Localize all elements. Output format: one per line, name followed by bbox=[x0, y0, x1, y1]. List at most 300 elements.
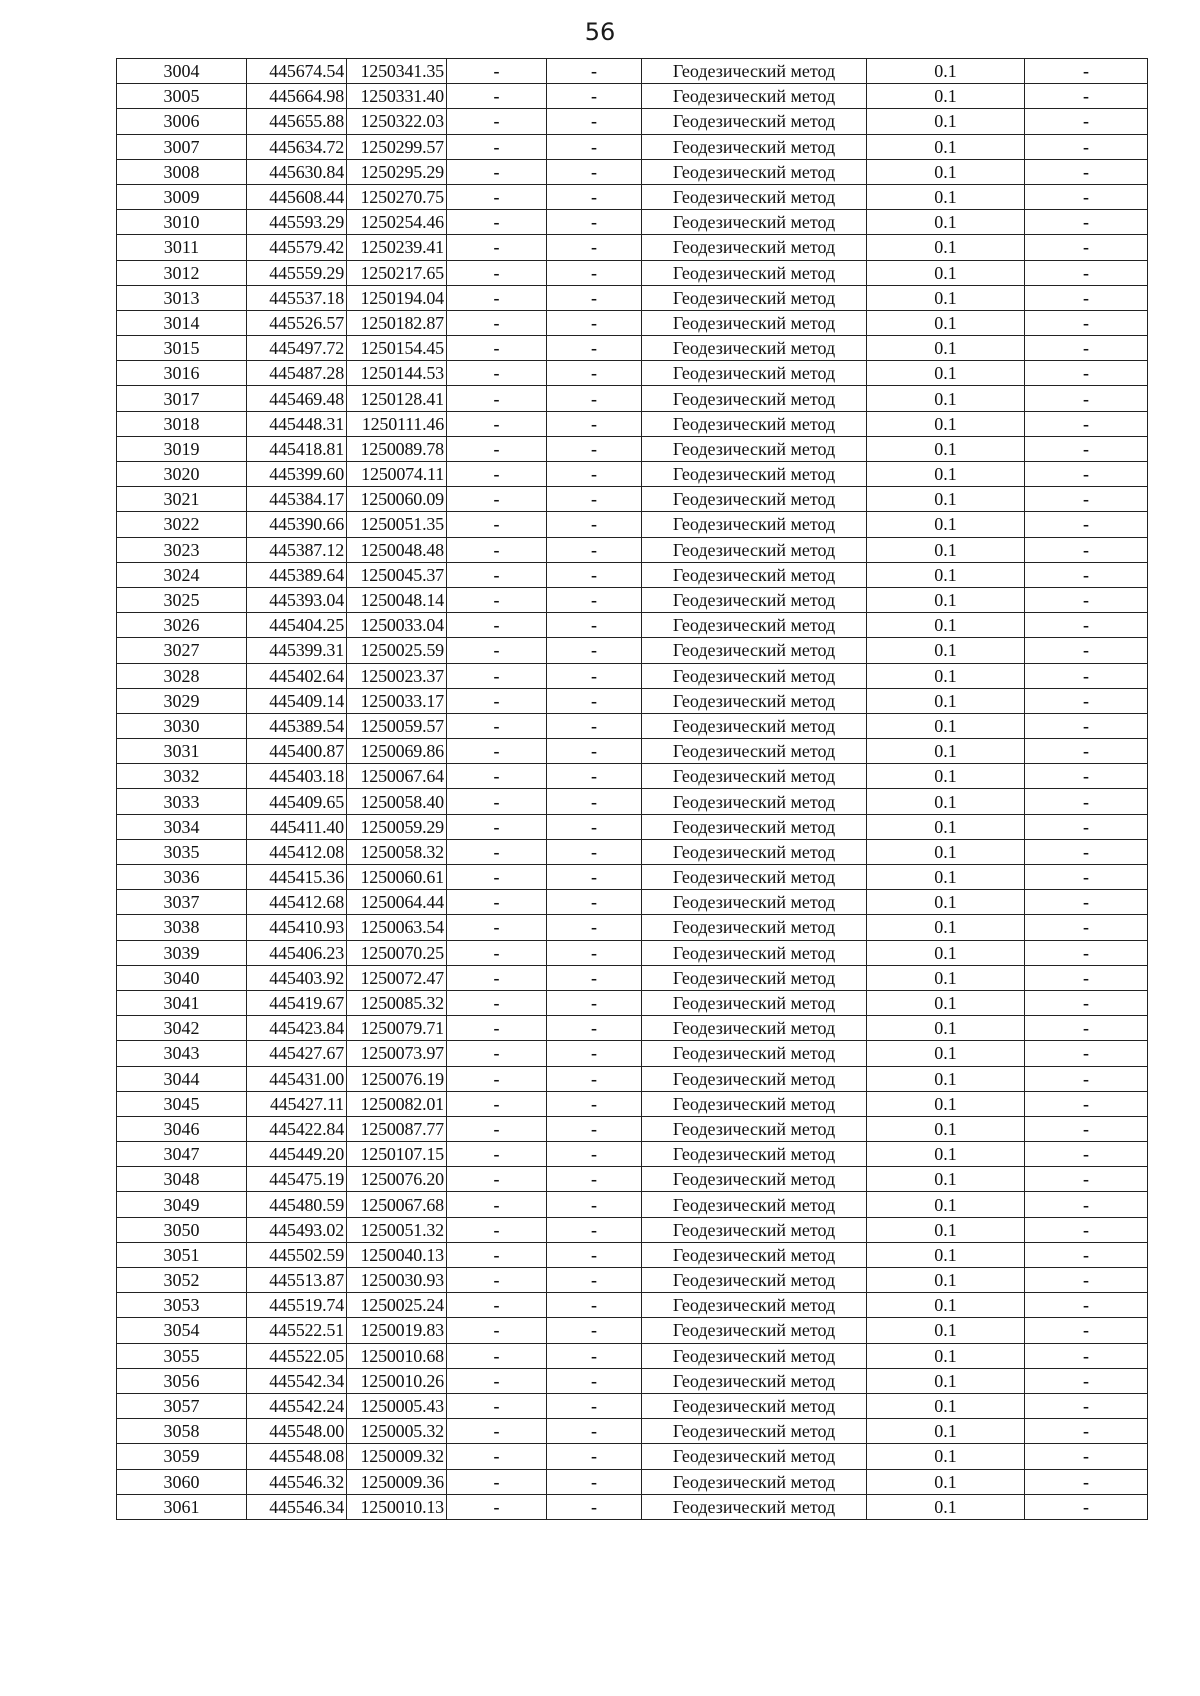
y-coordinate-cell: 1250128.41 bbox=[347, 386, 447, 411]
accuracy-cell: 0.1 bbox=[867, 1041, 1025, 1066]
empty-value-cell: - bbox=[1025, 1192, 1148, 1217]
accuracy-cell: 0.1 bbox=[867, 1444, 1025, 1469]
y-coordinate-cell: 1250051.35 bbox=[347, 512, 447, 537]
method-cell: Геодезический метод bbox=[642, 361, 867, 386]
x-coordinate-cell: 445387.12 bbox=[247, 537, 347, 562]
method-cell: Геодезический метод bbox=[642, 109, 867, 134]
method-cell: Геодезический метод bbox=[642, 789, 867, 814]
empty-value-cell: - bbox=[447, 386, 547, 411]
empty-value-cell: - bbox=[547, 1469, 642, 1494]
y-coordinate-cell: 1250060.61 bbox=[347, 865, 447, 890]
point-number-cell: 3019 bbox=[117, 436, 247, 461]
accuracy-cell: 0.1 bbox=[867, 1167, 1025, 1192]
point-number-cell: 3042 bbox=[117, 1016, 247, 1041]
x-coordinate-cell: 445519.74 bbox=[247, 1293, 347, 1318]
empty-value-cell: - bbox=[1025, 1293, 1148, 1318]
method-cell: Геодезический метод bbox=[642, 1494, 867, 1519]
table-row bbox=[117, 688, 1148, 713]
method-cell: Геодезический метод bbox=[642, 1393, 867, 1418]
empty-value-cell: - bbox=[1025, 260, 1148, 285]
point-number-cell: 3055 bbox=[117, 1343, 247, 1368]
y-coordinate-cell: 1250059.57 bbox=[347, 713, 447, 738]
empty-value-cell: - bbox=[1025, 184, 1148, 209]
y-coordinate-cell: 1250254.46 bbox=[347, 210, 447, 235]
x-coordinate-cell: 445502.59 bbox=[247, 1242, 347, 1267]
accuracy-cell: 0.1 bbox=[867, 336, 1025, 361]
empty-value-cell: - bbox=[547, 1268, 642, 1293]
point-number-cell: 3022 bbox=[117, 512, 247, 537]
y-coordinate-cell: 1250009.32 bbox=[347, 1444, 447, 1469]
table-row bbox=[117, 109, 1148, 134]
empty-value-cell: - bbox=[1025, 411, 1148, 436]
x-coordinate-cell: 445431.00 bbox=[247, 1066, 347, 1091]
y-coordinate-cell: 1250048.14 bbox=[347, 587, 447, 612]
empty-value-cell: - bbox=[547, 310, 642, 335]
empty-value-cell: - bbox=[547, 663, 642, 688]
accuracy-cell: 0.1 bbox=[867, 109, 1025, 134]
accuracy-cell: 0.1 bbox=[867, 814, 1025, 839]
empty-value-cell: - bbox=[1025, 285, 1148, 310]
x-coordinate-cell: 445418.81 bbox=[247, 436, 347, 461]
empty-value-cell: - bbox=[547, 1293, 642, 1318]
method-cell: Геодезический метод bbox=[642, 411, 867, 436]
accuracy-cell: 0.1 bbox=[867, 411, 1025, 436]
empty-value-cell: - bbox=[547, 386, 642, 411]
point-number-cell: 3016 bbox=[117, 361, 247, 386]
method-cell: Геодезический метод bbox=[642, 310, 867, 335]
method-cell: Геодезический метод bbox=[642, 1444, 867, 1469]
point-number-cell: 3032 bbox=[117, 764, 247, 789]
method-cell: Геодезический метод bbox=[642, 1318, 867, 1343]
y-coordinate-cell: 1250069.86 bbox=[347, 739, 447, 764]
empty-value-cell: - bbox=[447, 915, 547, 940]
x-coordinate-cell: 445411.40 bbox=[247, 814, 347, 839]
y-coordinate-cell: 1250107.15 bbox=[347, 1142, 447, 1167]
y-coordinate-cell: 1250019.83 bbox=[347, 1318, 447, 1343]
empty-value-cell: - bbox=[547, 890, 642, 915]
table-row bbox=[117, 1167, 1148, 1192]
empty-value-cell: - bbox=[1025, 1116, 1148, 1141]
table-row bbox=[117, 1494, 1148, 1519]
accuracy-cell: 0.1 bbox=[867, 688, 1025, 713]
table-row bbox=[117, 159, 1148, 184]
table-row bbox=[117, 134, 1148, 159]
empty-value-cell: - bbox=[547, 613, 642, 638]
x-coordinate-cell: 445559.29 bbox=[247, 260, 347, 285]
empty-value-cell: - bbox=[447, 336, 547, 361]
x-coordinate-cell: 445579.42 bbox=[247, 235, 347, 260]
empty-value-cell: - bbox=[547, 1444, 642, 1469]
method-cell: Геодезический метод bbox=[642, 739, 867, 764]
x-coordinate-cell: 445384.17 bbox=[247, 487, 347, 512]
x-coordinate-cell: 445422.84 bbox=[247, 1116, 347, 1141]
x-coordinate-cell: 445608.44 bbox=[247, 184, 347, 209]
accuracy-cell: 0.1 bbox=[867, 839, 1025, 864]
accuracy-cell: 0.1 bbox=[867, 84, 1025, 109]
empty-value-cell: - bbox=[447, 814, 547, 839]
empty-value-cell: - bbox=[447, 1116, 547, 1141]
accuracy-cell: 0.1 bbox=[867, 235, 1025, 260]
empty-value-cell: - bbox=[547, 1242, 642, 1267]
table-row bbox=[117, 1242, 1148, 1267]
empty-value-cell: - bbox=[1025, 990, 1148, 1015]
x-coordinate-cell: 445412.68 bbox=[247, 890, 347, 915]
point-number-cell: 3050 bbox=[117, 1217, 247, 1242]
empty-value-cell: - bbox=[547, 990, 642, 1015]
point-number-cell: 3005 bbox=[117, 84, 247, 109]
empty-value-cell: - bbox=[547, 1142, 642, 1167]
y-coordinate-cell: 1250194.04 bbox=[347, 285, 447, 310]
x-coordinate-cell: 445480.59 bbox=[247, 1192, 347, 1217]
x-coordinate-cell: 445402.64 bbox=[247, 663, 347, 688]
empty-value-cell: - bbox=[1025, 814, 1148, 839]
empty-value-cell: - bbox=[447, 1494, 547, 1519]
empty-value-cell: - bbox=[1025, 59, 1148, 84]
accuracy-cell: 0.1 bbox=[867, 134, 1025, 159]
accuracy-cell: 0.1 bbox=[867, 739, 1025, 764]
y-coordinate-cell: 1250144.53 bbox=[347, 361, 447, 386]
method-cell: Геодезический метод bbox=[642, 915, 867, 940]
accuracy-cell: 0.1 bbox=[867, 59, 1025, 84]
table-row bbox=[117, 1444, 1148, 1469]
empty-value-cell: - bbox=[547, 1016, 642, 1041]
y-coordinate-cell: 1250331.40 bbox=[347, 84, 447, 109]
empty-value-cell: - bbox=[447, 1343, 547, 1368]
table-row bbox=[117, 184, 1148, 209]
table-row bbox=[117, 512, 1148, 537]
point-number-cell: 3008 bbox=[117, 159, 247, 184]
point-number-cell: 3006 bbox=[117, 109, 247, 134]
empty-value-cell: - bbox=[547, 789, 642, 814]
table-row bbox=[117, 990, 1148, 1015]
empty-value-cell: - bbox=[447, 1393, 547, 1418]
accuracy-cell: 0.1 bbox=[867, 1494, 1025, 1519]
y-coordinate-cell: 1250051.32 bbox=[347, 1217, 447, 1242]
point-number-cell: 3047 bbox=[117, 1142, 247, 1167]
empty-value-cell: - bbox=[547, 260, 642, 285]
x-coordinate-cell: 445513.87 bbox=[247, 1268, 347, 1293]
empty-value-cell: - bbox=[547, 436, 642, 461]
accuracy-cell: 0.1 bbox=[867, 1217, 1025, 1242]
method-cell: Геодезический метод bbox=[642, 1469, 867, 1494]
y-coordinate-cell: 1250082.01 bbox=[347, 1091, 447, 1116]
method-cell: Геодезический метод bbox=[642, 1091, 867, 1116]
y-coordinate-cell: 1250010.26 bbox=[347, 1368, 447, 1393]
point-number-cell: 3031 bbox=[117, 739, 247, 764]
table-row bbox=[117, 487, 1148, 512]
x-coordinate-cell: 445655.88 bbox=[247, 109, 347, 134]
point-number-cell: 3040 bbox=[117, 965, 247, 990]
x-coordinate-cell: 445412.08 bbox=[247, 839, 347, 864]
accuracy-cell: 0.1 bbox=[867, 965, 1025, 990]
y-coordinate-cell: 1250058.40 bbox=[347, 789, 447, 814]
table-row bbox=[117, 1293, 1148, 1318]
table-row bbox=[117, 562, 1148, 587]
table-row bbox=[117, 310, 1148, 335]
empty-value-cell: - bbox=[547, 713, 642, 738]
empty-value-cell: - bbox=[1025, 663, 1148, 688]
empty-value-cell: - bbox=[1025, 688, 1148, 713]
point-number-cell: 3059 bbox=[117, 1444, 247, 1469]
method-cell: Геодезический метод bbox=[642, 638, 867, 663]
empty-value-cell: - bbox=[447, 1444, 547, 1469]
method-cell: Геодезический метод bbox=[642, 235, 867, 260]
method-cell: Геодезический метод bbox=[642, 462, 867, 487]
point-number-cell: 3051 bbox=[117, 1242, 247, 1267]
empty-value-cell: - bbox=[1025, 713, 1148, 738]
x-coordinate-cell: 445546.34 bbox=[247, 1494, 347, 1519]
method-cell: Геодезический метод bbox=[642, 613, 867, 638]
y-coordinate-cell: 1250074.11 bbox=[347, 462, 447, 487]
method-cell: Геодезический метод bbox=[642, 1419, 867, 1444]
empty-value-cell: - bbox=[547, 739, 642, 764]
y-coordinate-cell: 1250070.25 bbox=[347, 940, 447, 965]
x-coordinate-cell: 445427.67 bbox=[247, 1041, 347, 1066]
method-cell: Геодезический метод bbox=[642, 537, 867, 562]
y-coordinate-cell: 1250079.71 bbox=[347, 1016, 447, 1041]
point-number-cell: 3057 bbox=[117, 1393, 247, 1418]
empty-value-cell: - bbox=[547, 1419, 642, 1444]
empty-value-cell: - bbox=[1025, 1242, 1148, 1267]
empty-value-cell: - bbox=[447, 1016, 547, 1041]
y-coordinate-cell: 1250295.29 bbox=[347, 159, 447, 184]
method-cell: Геодезический метод bbox=[642, 940, 867, 965]
point-number-cell: 3023 bbox=[117, 537, 247, 562]
accuracy-cell: 0.1 bbox=[867, 1318, 1025, 1343]
method-cell: Геодезический метод bbox=[642, 1041, 867, 1066]
empty-value-cell: - bbox=[1025, 789, 1148, 814]
method-cell: Геодезический метод bbox=[642, 1192, 867, 1217]
point-number-cell: 3029 bbox=[117, 688, 247, 713]
table-row bbox=[117, 814, 1148, 839]
x-coordinate-cell: 445630.84 bbox=[247, 159, 347, 184]
table-row bbox=[117, 210, 1148, 235]
point-number-cell: 3046 bbox=[117, 1116, 247, 1141]
table-row bbox=[117, 839, 1148, 864]
point-number-cell: 3014 bbox=[117, 310, 247, 335]
table-row bbox=[117, 890, 1148, 915]
empty-value-cell: - bbox=[1025, 134, 1148, 159]
empty-value-cell: - bbox=[447, 764, 547, 789]
empty-value-cell: - bbox=[447, 1217, 547, 1242]
table-row bbox=[117, 1016, 1148, 1041]
x-coordinate-cell: 445487.28 bbox=[247, 361, 347, 386]
method-cell: Геодезический метод bbox=[642, 663, 867, 688]
empty-value-cell: - bbox=[447, 512, 547, 537]
empty-value-cell: - bbox=[547, 764, 642, 789]
x-coordinate-cell: 445427.11 bbox=[247, 1091, 347, 1116]
method-cell: Геодезический метод bbox=[642, 210, 867, 235]
empty-value-cell: - bbox=[1025, 1268, 1148, 1293]
empty-value-cell: - bbox=[1025, 310, 1148, 335]
y-coordinate-cell: 1250299.57 bbox=[347, 134, 447, 159]
table-row bbox=[117, 1469, 1148, 1494]
point-number-cell: 3017 bbox=[117, 386, 247, 411]
y-coordinate-cell: 1250060.09 bbox=[347, 487, 447, 512]
x-coordinate-cell: 445406.23 bbox=[247, 940, 347, 965]
point-number-cell: 3018 bbox=[117, 411, 247, 436]
accuracy-cell: 0.1 bbox=[867, 865, 1025, 890]
table-row bbox=[117, 789, 1148, 814]
accuracy-cell: 0.1 bbox=[867, 613, 1025, 638]
y-coordinate-cell: 1250063.54 bbox=[347, 915, 447, 940]
empty-value-cell: - bbox=[1025, 1041, 1148, 1066]
table-row bbox=[117, 638, 1148, 663]
y-coordinate-cell: 1250023.37 bbox=[347, 663, 447, 688]
empty-value-cell: - bbox=[1025, 1066, 1148, 1091]
empty-value-cell: - bbox=[1025, 1016, 1148, 1041]
x-coordinate-cell: 445390.66 bbox=[247, 512, 347, 537]
y-coordinate-cell: 1250010.68 bbox=[347, 1343, 447, 1368]
point-number-cell: 3034 bbox=[117, 814, 247, 839]
point-number-cell: 3012 bbox=[117, 260, 247, 285]
x-coordinate-cell: 445404.25 bbox=[247, 613, 347, 638]
y-coordinate-cell: 1250067.64 bbox=[347, 764, 447, 789]
method-cell: Геодезический метод bbox=[642, 562, 867, 587]
x-coordinate-cell: 445403.18 bbox=[247, 764, 347, 789]
accuracy-cell: 0.1 bbox=[867, 462, 1025, 487]
empty-value-cell: - bbox=[547, 1116, 642, 1141]
empty-value-cell: - bbox=[1025, 1469, 1148, 1494]
point-number-cell: 3052 bbox=[117, 1268, 247, 1293]
empty-value-cell: - bbox=[447, 462, 547, 487]
empty-value-cell: - bbox=[1025, 462, 1148, 487]
y-coordinate-cell: 1250239.41 bbox=[347, 235, 447, 260]
accuracy-cell: 0.1 bbox=[867, 1393, 1025, 1418]
empty-value-cell: - bbox=[447, 84, 547, 109]
y-coordinate-cell: 1250040.13 bbox=[347, 1242, 447, 1267]
method-cell: Геодезический метод bbox=[642, 159, 867, 184]
empty-value-cell: - bbox=[1025, 537, 1148, 562]
method-cell: Геодезический метод bbox=[642, 487, 867, 512]
method-cell: Геодезический метод bbox=[642, 839, 867, 864]
method-cell: Геодезический метод bbox=[642, 1167, 867, 1192]
empty-value-cell: - bbox=[547, 411, 642, 436]
empty-value-cell: - bbox=[447, 1041, 547, 1066]
empty-value-cell: - bbox=[447, 1419, 547, 1444]
empty-value-cell: - bbox=[1025, 1419, 1148, 1444]
point-number-cell: 3038 bbox=[117, 915, 247, 940]
point-number-cell: 3028 bbox=[117, 663, 247, 688]
empty-value-cell: - bbox=[1025, 1494, 1148, 1519]
table-row bbox=[117, 336, 1148, 361]
method-cell: Геодезический метод bbox=[642, 890, 867, 915]
empty-value-cell: - bbox=[447, 361, 547, 386]
point-number-cell: 3011 bbox=[117, 235, 247, 260]
empty-value-cell: - bbox=[447, 184, 547, 209]
method-cell: Геодезический метод bbox=[642, 713, 867, 738]
accuracy-cell: 0.1 bbox=[867, 1343, 1025, 1368]
table-row bbox=[117, 1116, 1148, 1141]
empty-value-cell: - bbox=[1025, 764, 1148, 789]
accuracy-cell: 0.1 bbox=[867, 1268, 1025, 1293]
table-row bbox=[117, 436, 1148, 461]
empty-value-cell: - bbox=[547, 59, 642, 84]
y-coordinate-cell: 1250025.59 bbox=[347, 638, 447, 663]
x-coordinate-cell: 445389.54 bbox=[247, 713, 347, 738]
empty-value-cell: - bbox=[547, 1192, 642, 1217]
y-coordinate-cell: 1250089.78 bbox=[347, 436, 447, 461]
point-number-cell: 3056 bbox=[117, 1368, 247, 1393]
empty-value-cell: - bbox=[1025, 1318, 1148, 1343]
empty-value-cell: - bbox=[447, 638, 547, 663]
empty-value-cell: - bbox=[447, 159, 547, 184]
accuracy-cell: 0.1 bbox=[867, 663, 1025, 688]
y-coordinate-cell: 1250182.87 bbox=[347, 310, 447, 335]
empty-value-cell: - bbox=[447, 1192, 547, 1217]
empty-value-cell: - bbox=[447, 1368, 547, 1393]
table-row bbox=[117, 1091, 1148, 1116]
empty-value-cell: - bbox=[547, 1091, 642, 1116]
empty-value-cell: - bbox=[1025, 210, 1148, 235]
empty-value-cell: - bbox=[547, 512, 642, 537]
point-number-cell: 3043 bbox=[117, 1041, 247, 1066]
accuracy-cell: 0.1 bbox=[867, 1066, 1025, 1091]
point-number-cell: 3039 bbox=[117, 940, 247, 965]
y-coordinate-cell: 1250154.45 bbox=[347, 336, 447, 361]
empty-value-cell: - bbox=[447, 310, 547, 335]
x-coordinate-cell: 445409.14 bbox=[247, 688, 347, 713]
x-coordinate-cell: 445546.32 bbox=[247, 1469, 347, 1494]
point-number-cell: 3021 bbox=[117, 487, 247, 512]
accuracy-cell: 0.1 bbox=[867, 764, 1025, 789]
point-number-cell: 3009 bbox=[117, 184, 247, 209]
accuracy-cell: 0.1 bbox=[867, 1469, 1025, 1494]
empty-value-cell: - bbox=[447, 1066, 547, 1091]
method-cell: Геодезический метод bbox=[642, 84, 867, 109]
empty-value-cell: - bbox=[1025, 109, 1148, 134]
accuracy-cell: 0.1 bbox=[867, 210, 1025, 235]
empty-value-cell: - bbox=[547, 1318, 642, 1343]
empty-value-cell: - bbox=[547, 537, 642, 562]
empty-value-cell: - bbox=[547, 184, 642, 209]
x-coordinate-cell: 445448.31 bbox=[247, 411, 347, 436]
y-coordinate-cell: 1250025.24 bbox=[347, 1293, 447, 1318]
method-cell: Геодезический метод bbox=[642, 1293, 867, 1318]
x-coordinate-cell: 445548.08 bbox=[247, 1444, 347, 1469]
empty-value-cell: - bbox=[1025, 613, 1148, 638]
x-coordinate-cell: 445526.57 bbox=[247, 310, 347, 335]
method-cell: Геодезический метод bbox=[642, 1368, 867, 1393]
point-number-cell: 3058 bbox=[117, 1419, 247, 1444]
accuracy-cell: 0.1 bbox=[867, 587, 1025, 612]
point-number-cell: 3037 bbox=[117, 890, 247, 915]
point-number-cell: 3013 bbox=[117, 285, 247, 310]
empty-value-cell: - bbox=[547, 1217, 642, 1242]
point-number-cell: 3027 bbox=[117, 638, 247, 663]
empty-value-cell: - bbox=[547, 814, 642, 839]
empty-value-cell: - bbox=[1025, 1343, 1148, 1368]
table-row bbox=[117, 1318, 1148, 1343]
x-coordinate-cell: 445542.24 bbox=[247, 1393, 347, 1418]
empty-value-cell: - bbox=[447, 1469, 547, 1494]
method-cell: Геодезический метод bbox=[642, 688, 867, 713]
table-row bbox=[117, 865, 1148, 890]
x-coordinate-cell: 445664.98 bbox=[247, 84, 347, 109]
empty-value-cell: - bbox=[447, 587, 547, 612]
y-coordinate-cell: 1250045.37 bbox=[347, 562, 447, 587]
accuracy-cell: 0.1 bbox=[867, 789, 1025, 814]
empty-value-cell: - bbox=[547, 688, 642, 713]
y-coordinate-cell: 1250085.32 bbox=[347, 990, 447, 1015]
x-coordinate-cell: 445449.20 bbox=[247, 1142, 347, 1167]
accuracy-cell: 0.1 bbox=[867, 184, 1025, 209]
empty-value-cell: - bbox=[447, 235, 547, 260]
empty-value-cell: - bbox=[447, 487, 547, 512]
empty-value-cell: - bbox=[547, 839, 642, 864]
method-cell: Геодезический метод bbox=[642, 386, 867, 411]
empty-value-cell: - bbox=[547, 638, 642, 663]
